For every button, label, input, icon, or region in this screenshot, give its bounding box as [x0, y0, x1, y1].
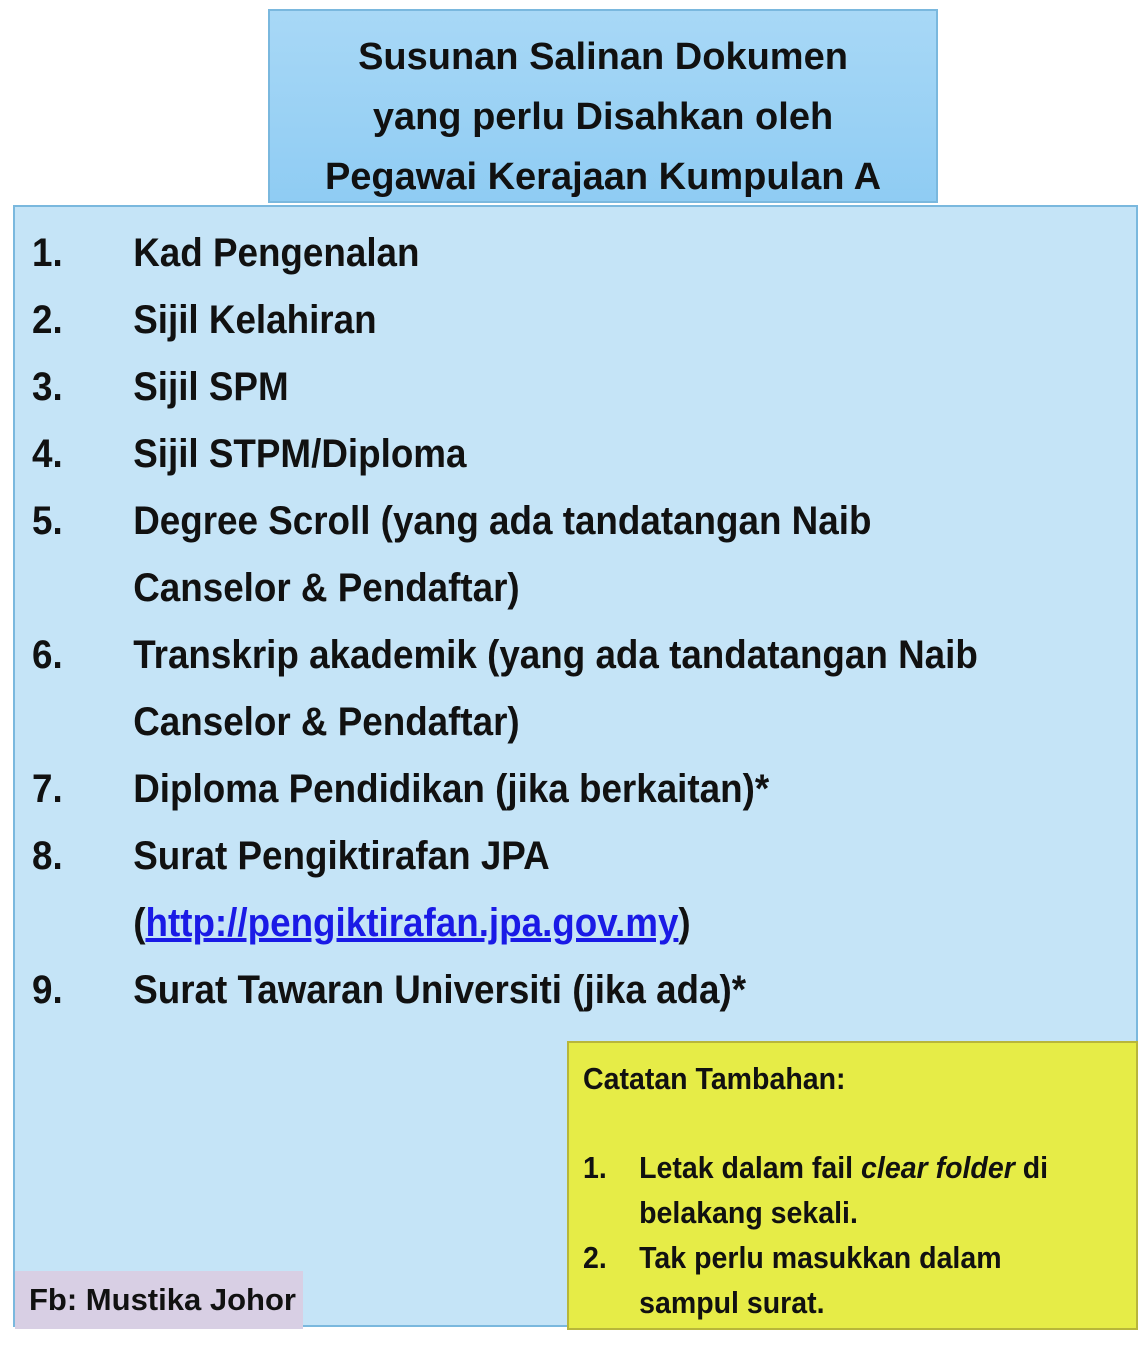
list-item-number: 3.: [32, 365, 63, 409]
list-item-number: 2.: [32, 298, 63, 342]
list-item: [32, 756, 1035, 823]
list-item-text: Sijil SPM: [133, 365, 289, 409]
note-item-number: 2.: [583, 1240, 607, 1275]
note-item-number: 1.: [583, 1150, 607, 1185]
list-item-text-continued: Canselor & Pendaftar): [133, 700, 520, 744]
note-item: [583, 1235, 1135, 1325]
note-item-text-continued: belakang sekali.: [639, 1195, 858, 1230]
document-list: [32, 220, 1035, 1024]
paren-close: ): [678, 901, 691, 945]
list-item-text: Sijil Kelahiran: [133, 298, 377, 342]
title-line-3: Pegawai Kerajaan Kumpulan A: [324, 156, 882, 198]
list-item-text: Degree Scroll (yang ada tandatangan Naib: [133, 499, 872, 543]
list-item-number: 4.: [32, 432, 63, 476]
notes-title: Catatan Tambahan:: [583, 1061, 846, 1096]
jpa-recognition-link[interactable]: http://pengiktirafan.jpa.gov.my: [145, 901, 679, 945]
list-item-number: 1.: [32, 231, 63, 275]
list-item-number: 9.: [32, 968, 63, 1012]
list-item: [32, 823, 1035, 957]
list-item-text: Kad Pengenalan: [133, 231, 420, 275]
page-title: [268, 9, 938, 203]
list-item: [32, 287, 1035, 354]
notes-list: [583, 1145, 1135, 1325]
list-item-number: 8.: [32, 834, 63, 878]
note-text-post: di: [1014, 1150, 1049, 1185]
list-item: [32, 354, 1035, 421]
list-item-link-line: [133, 890, 1035, 957]
list-item-number: 6.: [32, 633, 63, 677]
list-item-text-continued: Canselor & Pendaftar): [133, 566, 520, 610]
list-item: [32, 421, 1035, 488]
note-item: [583, 1145, 1135, 1235]
list-item-text: Sijil STPM/Diploma: [133, 432, 467, 476]
list-item-number: 5.: [32, 499, 63, 543]
note-item-text: Tak perlu masukkan dalam: [639, 1240, 1002, 1275]
list-item-text: Transkrip akademik (yang ada tandatangan Naib: [133, 633, 978, 677]
note-item-text-continued: sampul surat.: [639, 1285, 825, 1320]
list-item-number: 7.: [32, 767, 63, 811]
list-item: [32, 220, 1035, 287]
credit-label: Fb: Mustika Johor: [15, 1271, 303, 1329]
list-item: [32, 957, 1035, 1024]
list-item-text: Surat Tawaran Universiti (jika ada)*: [133, 968, 747, 1012]
paren-open: (: [133, 901, 146, 945]
note-text-italic: clear folder: [861, 1150, 1015, 1185]
additional-notes-box: [567, 1041, 1138, 1330]
list-item: [32, 622, 1035, 756]
title-line-1: Susunan Salinan Dokumen: [358, 36, 848, 78]
note-text-pre: Letak dalam fail: [639, 1150, 862, 1185]
list-item-text: Surat Pengiktirafan JPA: [133, 834, 550, 878]
title-line-2: yang perlu Disahkan oleh: [372, 96, 834, 138]
list-item: [32, 488, 1035, 622]
note-item-text: [639, 1145, 1135, 1190]
additional-notes-content: [583, 1057, 1135, 1325]
list-item-text: Diploma Pendidikan (jika berkaitan)*: [133, 767, 770, 811]
